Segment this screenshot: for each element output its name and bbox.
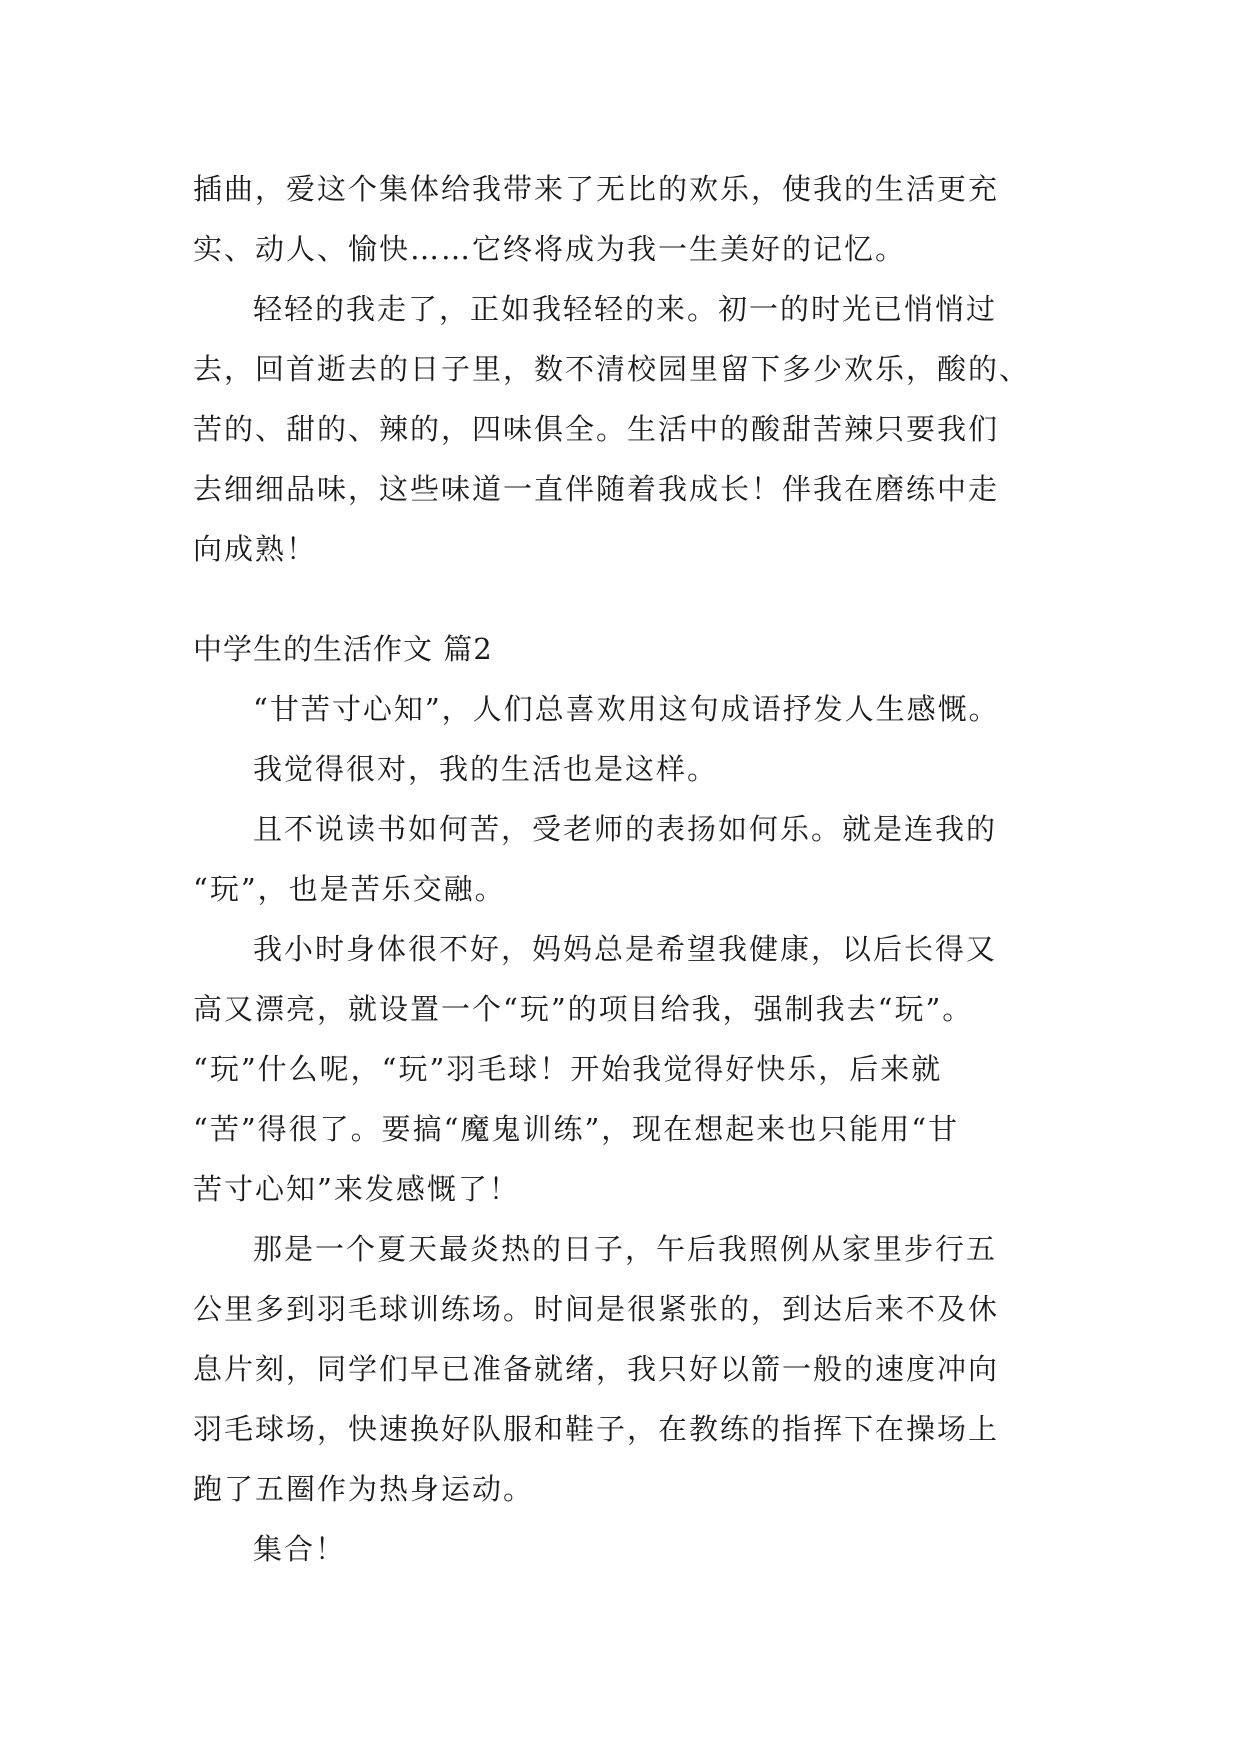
- text-line: 轻轻的我走了，正如我轻轻的来。初一的时光已悄悄过: [253, 292, 998, 326]
- text-line: “玩”，也是苦乐交融。: [193, 872, 506, 906]
- text-line: 向成熟！: [193, 532, 318, 566]
- text-line: 高又漂亮，就设置一个“玩”的项目给我，强制我去“玩”。: [193, 992, 974, 1026]
- text-line: 息片刻，同学们早已准备就绪，我只好以箭一般的速度冲向: [193, 1352, 1000, 1386]
- text-line: 插曲，爱这个集体给我带来了无比的欢乐，使我的生活更充: [193, 172, 1000, 206]
- text-line: “甘苦寸心知”，人们总喜欢用这句成语抒发人生感慨。: [253, 692, 1000, 726]
- text-line: “苦”得很了。要搞“魔鬼训练”，现在想起来也只能用“甘: [193, 1112, 960, 1146]
- text-line: 公里多到羽毛球训练场。时间是很紧张的，到达后来不及休: [193, 1292, 1000, 1326]
- text-line: 实、动人、愉快……它终将成为我一生美好的记忆。: [193, 232, 907, 266]
- text-line: 我觉得很对，我的生活也是这样。: [253, 752, 719, 786]
- text-line: 羽毛球场，快速换好队服和鞋子，在教练的指挥下在操场上: [193, 1412, 1000, 1446]
- text-line: 集合！: [253, 1532, 347, 1566]
- text-line: 且不说读书如何苦，受老师的表扬如何乐。就是连我的: [253, 812, 998, 846]
- section-heading: 中学生的生活作文 篇2: [193, 632, 493, 666]
- text-line: “玩”什么呢，“玩”羽毛球！开始我觉得好快乐，后来就: [193, 1052, 943, 1086]
- text-line: 苦的、甜的、辣的，四味俱全。生活中的酸甜苦辣只要我们: [193, 412, 1000, 446]
- text-line: 跑了五圈作为热身运动。: [193, 1472, 535, 1506]
- text-line: 我小时身体很不好，妈妈总是希望我健康，以后长得又: [253, 932, 998, 966]
- text-line: 那是一个夏天最炎热的日子，午后我照例从家里步行五: [253, 1232, 998, 1266]
- text-line: 去，回首逝去的日子里，数不清校园里留下多少欢乐，酸的、: [193, 352, 1031, 386]
- text-line: 去细细品味，这些味道一直伴随着我成长！伴我在磨练中走: [193, 472, 1000, 506]
- text-line: 苦寸心知”来发感慨了！: [193, 1172, 520, 1206]
